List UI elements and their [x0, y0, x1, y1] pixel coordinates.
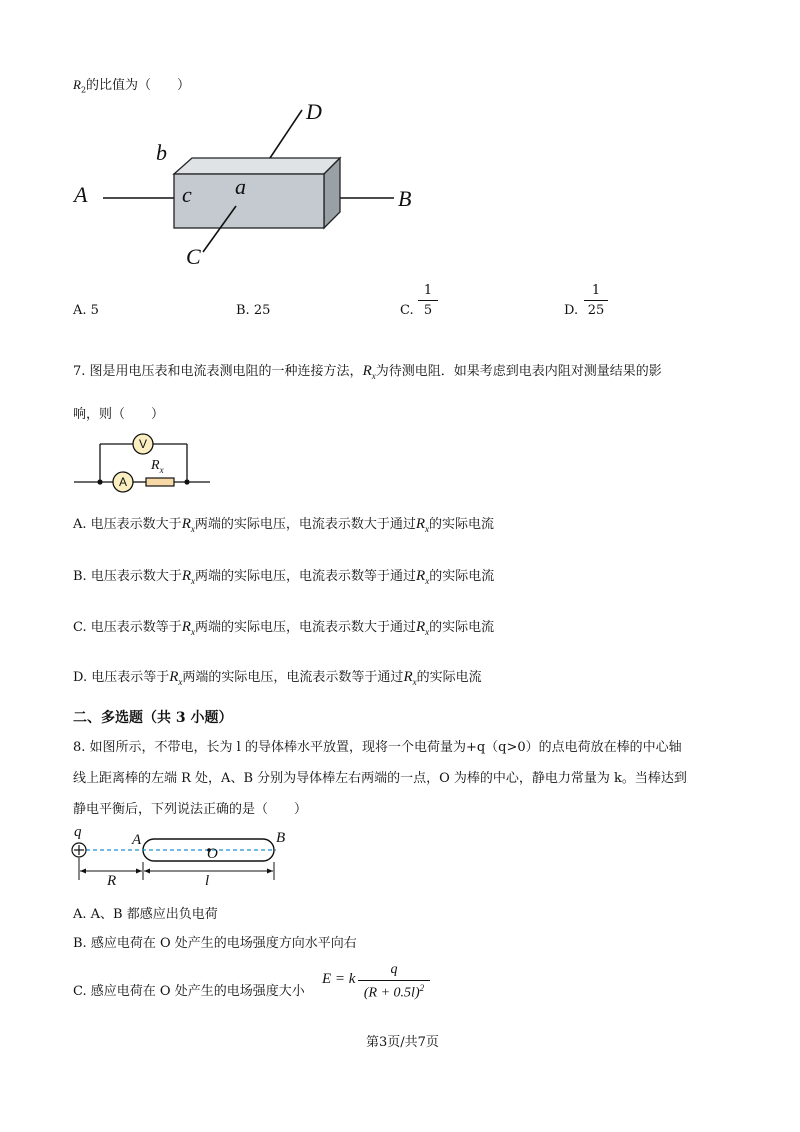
q8-label-A: A	[132, 832, 142, 848]
q6-label-A: A	[74, 182, 88, 207]
q6-option-b-key: B.	[236, 303, 250, 318]
section-title: 二、多选题（共 3 小题）	[73, 710, 233, 726]
option-key: A.	[73, 907, 87, 922]
option-key: D.	[73, 670, 88, 685]
fraction-bar	[358, 980, 430, 981]
q8-formula-numerator: q	[390, 962, 398, 977]
rx-var: R	[181, 619, 191, 635]
q8-label-q: q	[74, 824, 82, 840]
q6-option-d-denominator: 25	[587, 303, 605, 318]
q8-option-c[interactable]	[73, 985, 305, 998]
q6-option-d-key: D.	[564, 303, 579, 318]
q6-option-b-value: 25	[253, 303, 271, 318]
rx-var: R	[416, 568, 426, 584]
q6-option-a-value: 5	[90, 303, 99, 318]
q8-stem-line1: 8. 如图所示，不带电，长为 l 的导体棒水平放置，现将一个电荷量为+q（q>0）的点电荷放在棒的中心轴	[73, 740, 682, 755]
rx-sub: x	[190, 627, 195, 637]
page-number: 第3页/共7页	[366, 1035, 439, 1050]
option-part1: 电压表示数等于	[90, 620, 182, 635]
option-key: A.	[73, 517, 87, 532]
q8-stem-line3: 静电平衡后，下列说法正确的是（ ）	[73, 802, 308, 817]
option-part3: 的实际电流	[429, 620, 495, 635]
option-part1: 电压表示等于	[91, 670, 170, 685]
rx-sub: x	[178, 677, 183, 687]
rx-sub: x	[425, 627, 430, 637]
rx-var: R	[415, 619, 426, 635]
q6-label-a: a	[235, 174, 246, 199]
q6-option-c-key: C.	[400, 303, 414, 318]
q7-stem-line2: 响，则（ ）	[73, 407, 165, 422]
q7-number: 7.	[73, 364, 86, 379]
q8-label-R: R	[107, 873, 117, 889]
q8-formula-lhs: E = k	[322, 971, 356, 987]
rx-sub: x	[412, 677, 417, 687]
q6-option-d-numerator: 1	[591, 283, 601, 298]
rx-var: R	[169, 669, 179, 685]
q6-option-c-numerator: 1	[423, 283, 433, 298]
q8-formula-denominator	[358, 984, 430, 1001]
option-text: A、B 都感应出负电荷	[90, 907, 218, 922]
option-part2: 两端的实际电压，电流表示数等于通过	[182, 670, 404, 685]
option-part1: 电压表示数大于	[90, 517, 182, 532]
q6-stem-var: R	[73, 77, 81, 92]
option-text: 感应电荷在 O 处产生的电场强度大小	[90, 984, 305, 999]
q7-stem-part2: 为待测电阻．如果考虑到电表内阻对测量结果的影	[375, 364, 662, 379]
q7-voltmeter-label: V	[139, 437, 148, 451]
q6-label-c: c	[182, 182, 192, 207]
option-part2: 两端的实际电压，电流表示数等于通过	[195, 569, 417, 584]
option-part3: 的实际电流	[416, 670, 482, 685]
rx-sub: x	[159, 464, 164, 475]
q6-option-a-key: A.	[73, 303, 87, 318]
rx-sub: x	[425, 576, 430, 586]
rx-var: R	[181, 568, 192, 584]
option-key: C.	[73, 620, 87, 635]
q6-stem-text: 的比值为（ ）	[86, 78, 191, 93]
rx-sub: x	[190, 524, 195, 534]
q8-label-O: O	[207, 846, 218, 862]
q6-option-c-denominator: 5	[423, 303, 433, 318]
rx-var: R	[415, 516, 426, 532]
q6-label-b: b	[156, 140, 167, 165]
rx-sub: x	[191, 576, 196, 586]
q6-label-C: C	[186, 244, 201, 269]
option-key: B.	[73, 569, 87, 584]
rx-sub: x	[371, 371, 376, 381]
q8-option-b[interactable]	[73, 937, 357, 950]
q7-stem-part1: 图是用电压表和电流表测电阻的一种连接方法，	[89, 364, 363, 379]
rx-var: R	[181, 516, 191, 532]
option-text: 感应电荷在 O 处产生的电场强度方向水平向右	[90, 936, 357, 951]
q6-label-B: B	[398, 186, 412, 211]
q8-label-l: l	[205, 873, 210, 889]
q8-stem-line2: 线上距离棒的左端 R 处，A、B 分别为导体棒左右两端的一点，O 为棒的中心，静电力常量为 k。当棒达到	[73, 771, 687, 786]
option-key: C.	[73, 984, 87, 999]
option-part1: 电压表示数大于	[90, 569, 182, 584]
rx-var: R	[151, 458, 160, 473]
option-part3: 的实际电流	[429, 517, 495, 532]
denominator-exponent: 2	[419, 983, 425, 993]
q8-option-a[interactable]	[73, 908, 218, 921]
rx-sub: x	[425, 524, 430, 534]
q8-formula-fraction	[358, 963, 430, 1001]
q6-label-D: D	[306, 99, 322, 124]
option-part3: 的实际电流	[429, 569, 495, 584]
denominator-base: (R + 0.5l)	[363, 985, 420, 1001]
q8-label-B: B	[276, 830, 286, 846]
q7-ammeter-label: A	[119, 475, 128, 489]
option-key: B.	[73, 936, 87, 951]
rx-var: R	[403, 669, 413, 685]
option-part2: 两端的实际电压，电流表示数大于通过	[194, 620, 416, 635]
q6-stem-sub: 2	[80, 85, 87, 95]
option-part2: 两端的实际电压，电流表示数大于通过	[194, 517, 416, 532]
rx-var: R	[362, 363, 372, 379]
